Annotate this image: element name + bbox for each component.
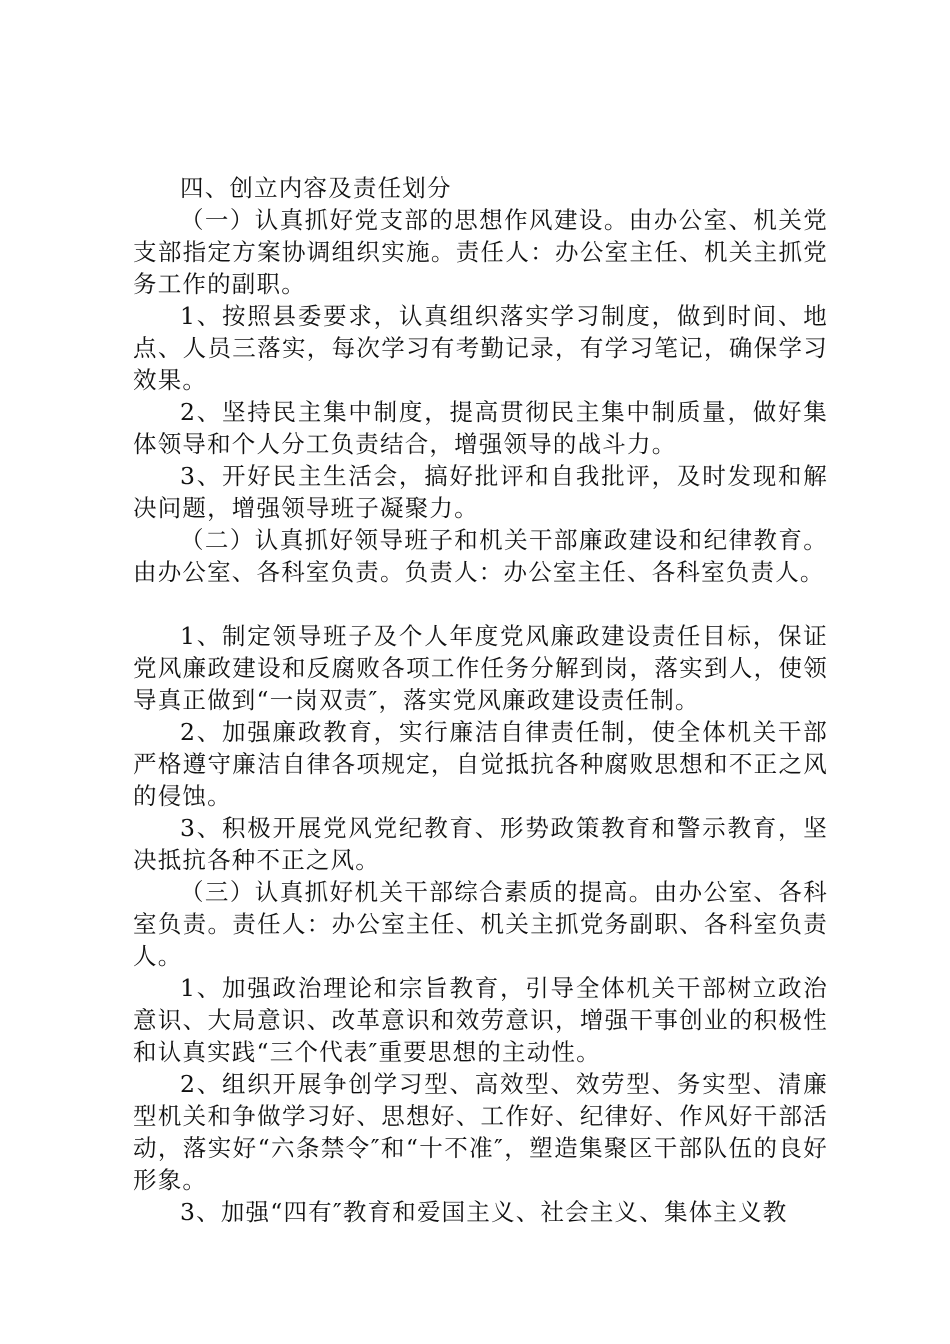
paragraph-3-2: 2、组织开展争创学习型、高效型、效劳型、务实型、清廉型机关和争做学习好、思想好、工作好、纪律好、作风好干部活动，落实好“六条禁令″和“十不准″，塑造集聚区干部队伍的良好形象。 [133, 1070, 828, 1194]
paragraph-3-3: 3、加强“四有″教育和爱国主义、社会主义、集体主义教 [180, 1198, 788, 1226]
paragraph-2-3: 3、积极开展党风党纪教育、形势政策教育和警示教育，坚决抵抗各种不正之风。 [133, 814, 828, 874]
paragraph-3-1: 1、加强政治理论和宗旨教育，引导全体机关干部树立政治意识、大局意识、改革意识和效劳意识，增强干事创业的积极性和认真实践“三个代表″重要思想的主动性。 [133, 974, 828, 1066]
paragraph-2-1: 1、制定领导班子及个人年度党风廉政建设责任目标，保证党风廉政建设和反腐败各项工作任务分解到岗，落实到人，使领导真正做到“一岗双责″，落实党风廉政建设责任制。 [133, 622, 828, 714]
blank-line [133, 588, 828, 620]
paragraph-2-2: 2、加强廉政教育，实行廉洁自律责任制，使全体机关干部严格遵守廉洁自律各项规定，自觉抵抗各种腐败思想和不正之风的侵蚀。 [133, 718, 828, 810]
subsection-1-heading: （一）认真抓好党支部的思想作风建设。由办公室、机关党支部指定方案协调组织实施。责任人：办公室主任、机关主抓党务工作的副职。 [133, 206, 828, 298]
subsection-3-heading: （三）认真抓好机关干部综合素质的提高。由办公室、各科室负责。责任人：办公室主任、机关主抓党务副职、各科室负责人。 [133, 878, 828, 970]
subsection-2-heading: （二）认真抓好领导班子和机关干部廉政建设和纪律教育。由办公室、各科室负责。负责人：办公室主任、各科室负责人。 [133, 526, 828, 586]
paragraph-1-2: 2、坚持民主集中制度，提高贯彻民主集中制质量，做好集体领导和个人分工负责结合，增强领导的战斗力。 [133, 398, 828, 458]
paragraph-1-3: 3、开好民主生活会，搞好批评和自我批评，及时发现和解决问题，增强领导班子凝聚力。 [133, 462, 828, 522]
document-body [133, 172, 828, 1228]
paragraph-1-1: 1、按照县委要求，认真组织落实学习制度，做到时间、地点、人员三落实，每次学习有考勤记录，有学习笔记，确保学习效果。 [133, 302, 828, 394]
section-heading: 四、创立内容及责任划分 [180, 174, 452, 202]
